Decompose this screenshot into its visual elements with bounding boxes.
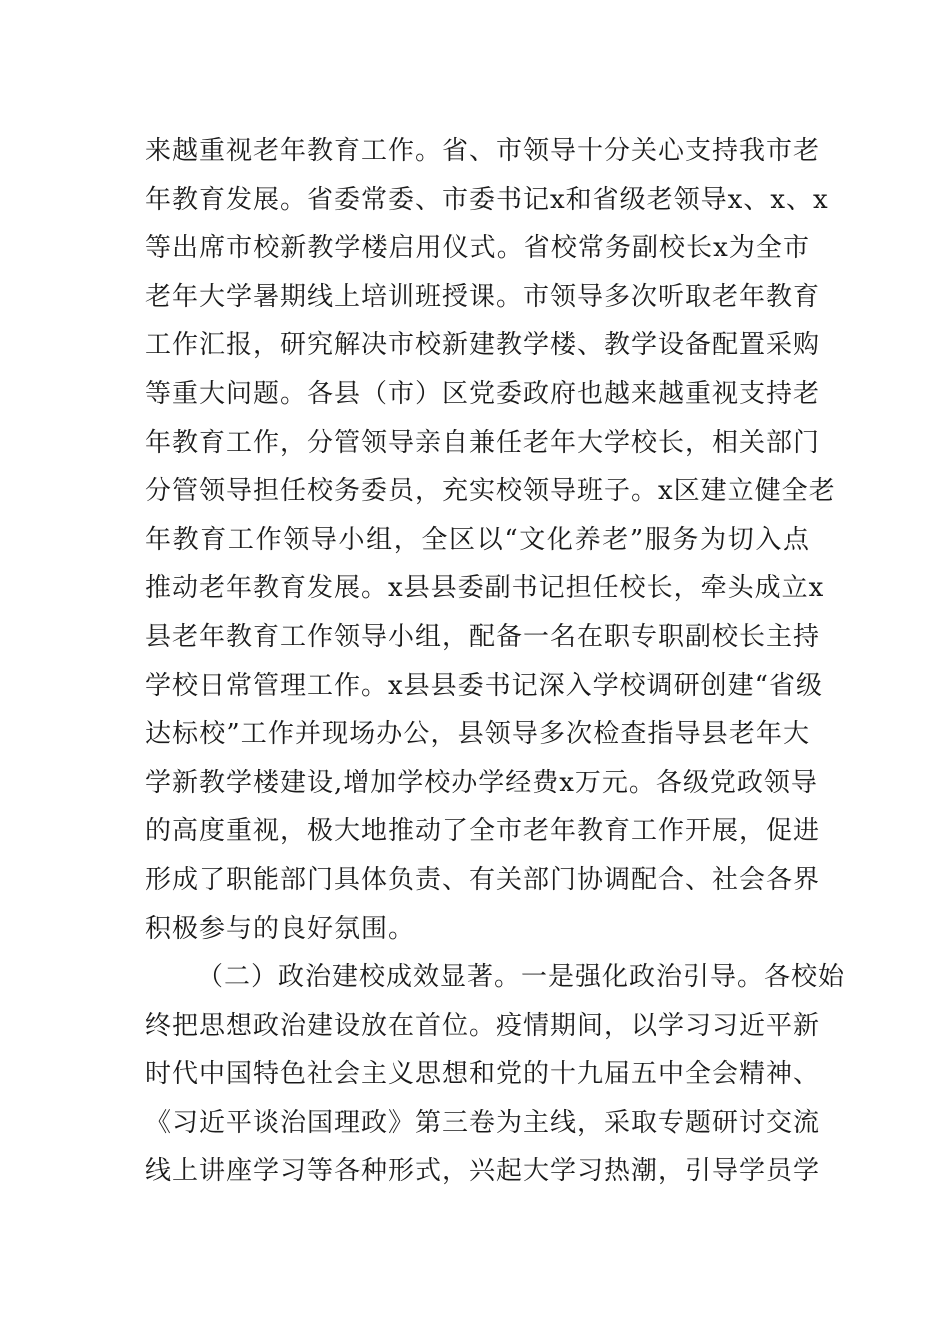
text-line: 工作汇报，研究解决市校新建教学楼、教学设备配置采购 bbox=[145, 330, 821, 361]
text-line: 等出席市校新教学楼启用仪式。省校常务副校长x为全市 bbox=[145, 233, 810, 264]
text-line: 等重大问题。各县（市）区党委政府也越来越重视支持老 bbox=[145, 378, 821, 409]
text-line: 形成了职能部门具体负责、有关部门协调配合、社会各界 bbox=[145, 864, 821, 895]
text-line: 终把思想政治建设放在首位。疫情期间，以学习习近平新 bbox=[145, 1010, 821, 1041]
text-line: 推动老年教育发展。x县县委副书记担任校长，牵头成立x bbox=[145, 573, 825, 604]
text-line: 线上讲座学习等各种形式，兴起大学习热潮，引导学员学 bbox=[145, 1156, 821, 1187]
text-line: 来越重视老年教育工作。省、市领导十分关心支持我市老 bbox=[145, 136, 821, 166]
text-line: 《习近平谈治国理政》第三卷为主线，采取专题研讨交流 bbox=[145, 1107, 821, 1138]
text-line: 分管领导担任校务委员，充实校领导班子。x区建立健全老 bbox=[145, 476, 836, 507]
text-line: 年教育工作领导小组，全区以“文化养老”服务为切入点 bbox=[145, 524, 810, 555]
paragraph-leadership-support bbox=[145, 127, 836, 953]
paragraph-political-education bbox=[145, 953, 846, 1196]
text-line: 年教育工作，分管领导亲自兼任老年大学校长，相关部门 bbox=[145, 427, 821, 458]
text-line: 年教育发展。省委常委、市委书记x和省级老领导x、x、x bbox=[145, 184, 829, 215]
document-body bbox=[145, 127, 846, 1196]
text-line: 积极参与的良好氛围。 bbox=[145, 913, 416, 944]
text-line: 学新教学楼建设,增加学校办学经费x万元。各级党政领导 bbox=[145, 767, 818, 798]
text-line: 时代中国特色社会主义思想和党的十九届五中全会精神、 bbox=[145, 1059, 821, 1090]
text-line: 老年大学暑期线上培训班授课。市领导多次听取老年教育 bbox=[145, 281, 821, 312]
section-heading-line: （二）政治建校成效显著。一是强化政治引导。各校始 bbox=[197, 962, 846, 993]
text-line: 县老年教育工作领导小组，配备一名在职专职副校长主持 bbox=[145, 621, 821, 652]
text-line: 学校日常管理工作。x县县委书记深入学校调研创建“省级 bbox=[145, 670, 823, 701]
text-line: 的高度重视，极大地推动了全市老年教育工作开展，促进 bbox=[145, 816, 821, 847]
text-line: 达标校”工作并现场办公，县领导多次检查指导县老年大 bbox=[145, 719, 810, 750]
